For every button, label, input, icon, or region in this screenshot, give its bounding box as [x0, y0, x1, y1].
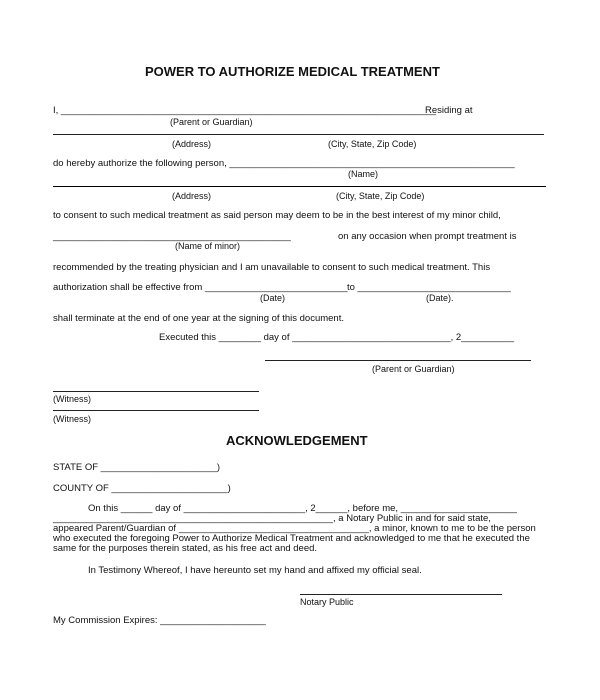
witness-line-2[interactable]: [53, 410, 259, 411]
residing-at-label: Residing at: [425, 105, 473, 116]
commission-expires-line[interactable]: My Commission Expires: ____________________: [53, 615, 266, 626]
parent-signature-line[interactable]: [265, 360, 531, 361]
state-line[interactable]: STATE OF ______________________): [53, 462, 221, 473]
city-caption-2: (City, State, Zip Code): [336, 191, 425, 201]
parent-guardian-caption: (Parent or Guardian): [170, 117, 253, 127]
notary-caption: Notary Public: [300, 597, 354, 607]
recommended-text: recommended by the treating physician and I am unavailable to consent to such medical treatment. This: [53, 262, 491, 273]
parent-name-line[interactable]: I, _______________________________________________________________________: [53, 105, 437, 116]
date-caption-2: (Date).: [426, 293, 454, 303]
effective-from-line[interactable]: authorization shall be effective from ___________________________: [53, 282, 348, 293]
minor-name-line[interactable]: _____________________________________________: [53, 231, 291, 242]
address-line-2[interactable]: [53, 186, 546, 187]
city-caption-1: (City, State, Zip Code): [328, 139, 417, 149]
authorize-text[interactable]: do hereby authorize the following person, ______________________________________________________: [53, 158, 515, 169]
name-caption: (Name): [348, 169, 379, 179]
ack-line-5: same for the purposes therein stated, as his free act and deed.: [53, 543, 318, 554]
document-title: POWER TO AUTHORIZE MEDICAL TREATMENT: [145, 64, 440, 79]
minor-caption: (Name of minor): [175, 241, 241, 251]
witness-label-2: (Witness): [53, 414, 91, 424]
ack-line-2[interactable]: _____________________________________________________, a Notary Public in and for said state,: [53, 513, 491, 524]
effective-to-line[interactable]: to _____________________________: [347, 282, 511, 293]
executed-line[interactable]: Executed this ________ day of ______________________________, 2__________: [159, 332, 514, 343]
witness-label-1: (Witness): [53, 394, 91, 404]
notary-signature-line[interactable]: [300, 594, 502, 595]
witness-line-1[interactable]: [53, 391, 259, 392]
address-caption-1: (Address): [172, 139, 212, 149]
prompt-treatment-text: on any occasion when prompt treatment is: [338, 231, 517, 242]
consent-text: to consent to such medical treatment as said person may deem to be in the best interest of my minor child,: [53, 210, 501, 221]
date-caption-1: (Date): [260, 293, 286, 303]
ack-line-4: who executed the foregoing Power to Authorize Medical Treatment and acknowledged to me that he executed the: [53, 533, 530, 544]
address-line-1[interactable]: [53, 134, 544, 135]
testimony-text: In Testimony Whereof, I have hereunto set my hand and affixed my official seal.: [88, 565, 422, 576]
address-caption-2: (Address): [172, 191, 212, 201]
acknowledgement-title: ACKNOWLEDGEMENT: [226, 433, 368, 448]
ack-line-1[interactable]: On this ______ day of _______________________, 2______, before me, ______________________: [88, 503, 517, 514]
ack-line-3[interactable]: appeared Parent/Guardian of ____________________________________, a minor, known to me to be the person: [53, 523, 536, 534]
terminate-text: shall terminate at the end of one year at the signing of this document.: [53, 313, 344, 324]
parent-signature-caption: (Parent or Guardian): [372, 364, 455, 374]
county-line[interactable]: COUNTY OF ______________________): [53, 483, 231, 494]
